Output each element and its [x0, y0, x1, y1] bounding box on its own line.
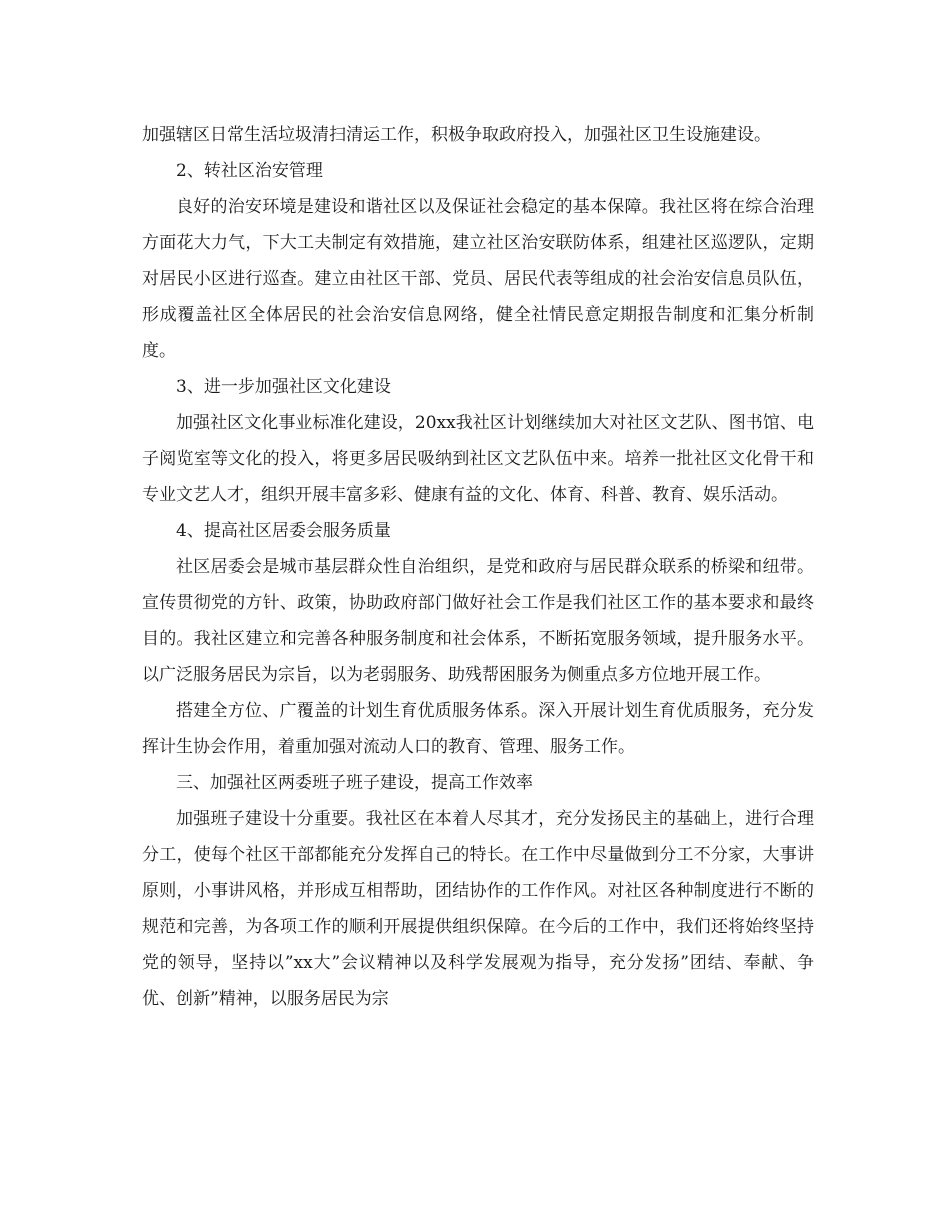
paragraph-sanitation-continued: 加强辖区日常生活垃圾清扫清运工作，积极争取政府投入，加强社区卫生设施建设。	[142, 125, 771, 145]
paragraph-public-security: 良好的治安环境是建设和谐社区以及保证社会稳定的基本保障。我社区将在综合治理方面花大力气，下大工夫制定有效措施，建立社区治安联防体系，组建社区巡逻队，定期对居民小区进行巡查。建立由社区干部、党员、居民代表等组成的社会治安信息员队伍，形成覆盖社区全体居民的社会治安信息网络，健全社情民意定期报告制度和汇集分析制度。	[142, 197, 814, 361]
heading-team-building: 三、加强社区两委班子班子建设，提高工作效率	[176, 773, 533, 793]
paragraph-community-culture: 加强社区文化事业标准化建设，20xx我社区计划继续加大对社区文艺队、图书馆、电子阅览室等文化的投入，将更多居民吸纳到社区文艺队伍中来。培养一批社区文化骨干和专业文艺人才，组织开展丰富多彩、健康有益的文化、体育、科普、教育、娱乐活动。	[142, 413, 814, 505]
heading-community-culture: 3、进一步加强社区文化建设	[176, 377, 391, 397]
heading-service-quality: 4、提高社区居委会服务质量	[176, 521, 391, 541]
document-body	[142, 117, 814, 1017]
paragraph-service-quality: 社区居委会是城市基层群众性自治组织，是党和政府与居民群众联系的桥梁和纽带。宣传贯彻党的方针、政策，协助政府部门做好社会工作是我们社区工作的基本要求和最终目的。我社区建立和完善各种服务制度和社会体系，不断拓宽服务领域，提升服务水平。以广泛服务居民为宗旨，以为老弱服务、助残帮困服务为侧重点多方位地开展工作。	[142, 557, 814, 685]
paragraph-team-building: 加强班子建设十分重要。我社区在本着人尽其才，充分发扬民主的基础上，进行合理分工，使每个社区干部都能充分发挥自己的特长。在工作中尽量做到分工不分家，大事讲原则，小事讲风格，并形成互相帮助，团结协作的工作作风。对社区各种制度进行不断的规范和完善，为各项工作的顺利开展提供组织保障。在今后的工作中，我们还将始终坚持党的领导，坚持以”xx大”会议精神以及科学发展观为指导，充分发扬”团结、奉献、争优、创新”精神，以服务居民为宗	[142, 809, 814, 1009]
heading-public-security: 2、转社区治安管理	[176, 161, 323, 181]
paragraph-family-planning: 搭建全方位、广覆盖的计划生育优质服务体系。深入开展计划生育优质服务，充分发挥计生协会作用，着重加强对流动人口的教育、管理、服务工作。	[142, 701, 814, 757]
